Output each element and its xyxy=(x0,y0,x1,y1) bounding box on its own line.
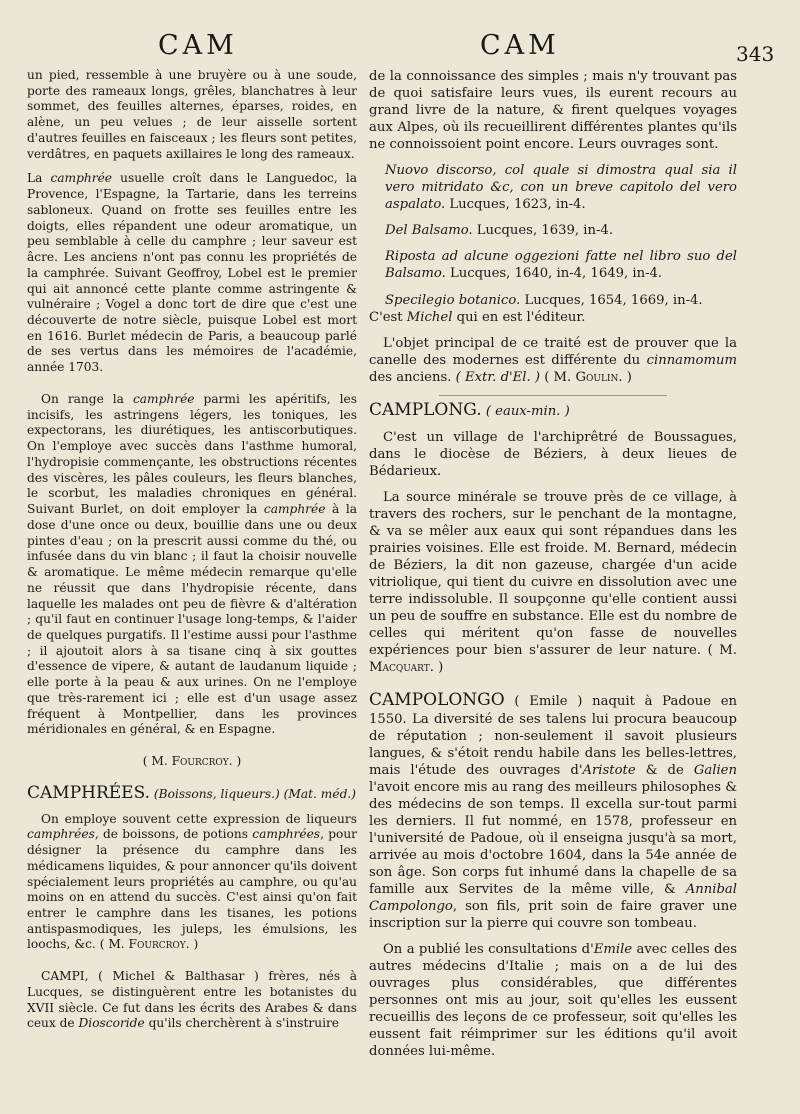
work-place-date: Lucques, 1623, in-4. xyxy=(449,197,586,213)
right-column xyxy=(369,68,737,1060)
work-title: Del Balsamo. xyxy=(385,223,473,239)
campi-term: Dioscoride xyxy=(78,1016,145,1031)
camplong-title: CAMPLONG. xyxy=(369,399,482,420)
treatise-term: cinnamomum xyxy=(646,352,737,368)
camplong-heading xyxy=(369,399,737,420)
camplong-text1: C'est un village de l'archiprêtré de Boussagues, dans le diocèse de Béziers, à deux lieues de Bédarieux. xyxy=(369,429,737,479)
uses-part1: parmi les apéritifs, les incisifs, les astringens légers, les toniques, les expectorans, les diurétiques, les antiscorbutiques. On l'employe avec succès dans l'asthme humoral, l'hydropisie commençante, les obstructions récentes des viscères, les pâles couleurs, les fleurs blanches, le scorbut, les maladies chroniques en général. Suivant Burlet, on doit employer la xyxy=(27,391,358,517)
camphrees-heading xyxy=(27,782,357,803)
campolongo-text-b: & de xyxy=(645,762,684,778)
campi-text-a: ( Michel & Balthasar ) frères, nés à Lucques, se distinguèrent entre les botanistes du XVII siècle. Ce fut dans les écrits des Arabes & dans ceux de xyxy=(27,969,358,1031)
work-entry xyxy=(369,162,737,213)
camphrees-signature: ( M. Fourcroy. ) xyxy=(99,937,199,952)
consult-term: Emile xyxy=(593,942,633,958)
campolongo-term1: Aristote xyxy=(582,762,636,778)
camphree-habitat xyxy=(27,171,357,376)
campolongo-title: CAMPOLONGO xyxy=(369,690,505,711)
campolongo-text-d: , son fils, prit soin de faire graver une inscription sur la pierre qui couvre son tombeau. xyxy=(369,899,737,932)
left-column xyxy=(27,68,357,1032)
work-entry xyxy=(369,222,737,239)
page-number: 343 xyxy=(736,42,775,66)
running-head-right: CAM xyxy=(480,30,560,61)
treatise-a: L'objet principal de ce traité est de prouver que la canelle des modernes est différente du xyxy=(369,335,737,368)
camphree-uses xyxy=(27,392,357,738)
section-divider xyxy=(439,395,667,396)
treatise-signature: ( M. Goulin. ) xyxy=(544,369,632,385)
editor-tail: qui en est l'éditeur. xyxy=(456,309,586,325)
campi-title: CAMPI, xyxy=(41,969,89,984)
work-place-date: Lucques, 1654, 1669, in-4. xyxy=(524,292,703,308)
camplong-signature: ( M. Macquart. ) xyxy=(369,643,737,676)
campi-entry xyxy=(27,969,357,1032)
treatise-ref: ( Extr. d'El. ) xyxy=(455,369,541,385)
uses-term: camphrée xyxy=(132,391,195,406)
camplong-subtitle: ( eaux-min. ) xyxy=(485,403,570,419)
camplong-text2 xyxy=(369,489,737,677)
camphrees-text-c: , pour désigner la présence du camphre dans les médicamens liquides, & pour annoncer qu'ils doivent spécialement leurs propriétés au camphre, ou qu'au moins on en attend du succès. C'est ainsi qu'on fait entrer le camphre dans les tisanes, les potions antispasmodiques, les juleps, les émulsions, les loochs, &c. xyxy=(27,827,358,952)
camphree-description: un pied, ressemble à une bruyère ou à une soude, porte des rameaux longs, grêles, blanchatres à leur sommet, des feuilles alternes, éparses, roides, en alène, un peu velues ; de leur aisselle sortent d'autres feuilles en faisceaux ; les fleurs sont petites, verdâtres, en paquets axillaires le long des rameaux. xyxy=(27,68,357,161)
work-place-date: Lucques, 1640, in-4, 1649, in-4. xyxy=(450,266,663,282)
consultations-note xyxy=(369,941,737,1060)
uses-lead: On range la xyxy=(41,391,124,406)
consult-b: avec celles des autres médecins d'Italie ; mais on a de lui des ouvrages plus considérables, que différentes personnes ont mis au jour, soit qu'elles les eussent recueillis des leçons de ce professeur, soit qu'elles les eussent fait réimprimer sur les éditions qu'il avoit données lui-même. xyxy=(369,942,737,1060)
campi-text-b: qu'ils cherchèrent à s'instruire xyxy=(148,1016,340,1031)
work-title: Specilegio botanico. xyxy=(385,292,521,308)
campolongo-term3: Annibal Campolongo xyxy=(369,881,737,915)
camphrees-subtitle: (Boissons, liqueurs.) xyxy=(153,786,280,801)
camphrees-term2: camphrées xyxy=(252,827,321,842)
work-entry xyxy=(369,248,737,282)
work-place-date: Lucques, 1639, in-4. xyxy=(476,223,614,239)
consult-a: On a publié les consultations d' xyxy=(383,942,594,958)
editor-lead: C'est xyxy=(369,309,403,325)
work-title: Nuovo discorso, col quale si dimostra qual sia il vero mitridato &c, con un breve capitolo del vero aspalato. xyxy=(385,163,737,213)
camphree-term: camphrée xyxy=(50,171,113,186)
camphrees-title: CAMPHRÉES. xyxy=(27,782,151,803)
habitat-lead: La xyxy=(27,171,43,186)
camplong-body: La source minérale se trouve près de ce village, à travers des rochers, sur le penchant de la montagne, & va se mêler aux eaux qui sont répandues dans les prairies voisines. Elle est froide. M. Bernard, médecin de Béziers, la dit non gazeuse, chargée d'un acide vitriolique, qui tient du cuivre en dissolution avec une terre indissoluble. Il soupçonne qu'elle contient aussi un peu de souffre en substance. Elle est du nombre de celles qui méritent qu'on fasse de nouvelles expériences pour bien s'assurer de leur nature. xyxy=(369,489,737,659)
work-entry xyxy=(369,292,737,309)
habitat-text: usuelle croît dans le Languedoc, la Provence, l'Espagne, la Tartarie, dans les terreins sabloneux. Quand on frotte ses feuilles entre les doigts, elles répandent une odeur aromatique, un peu semblable à celle du camphre ; leur saveur est âcre. Les anciens n'ont pas connu les propriétés de la camphrée. Suivant Geoffroy, Lobel est le premier qui ait annoncé cette plante comme astringente & vulnéraire ; Vogel a donc tort de dire que c'est une découverte de notre siècle, puisque Lobel est mort en 1616. Burlet médecin de Paris, a beaucoup parlé de ses vertus dans les mémoires de l'académie, année 1703. xyxy=(27,171,357,375)
campolongo-term2: Galien xyxy=(693,762,737,778)
camphrees-term1: camphrées xyxy=(27,827,95,842)
running-head-left: CAM xyxy=(158,30,238,61)
treatise-note xyxy=(369,335,737,386)
treatise-b: des anciens. xyxy=(369,369,452,385)
uses-term2: camphrée xyxy=(263,502,326,517)
campi-continued: de la connoissance des simples ; mais n'y trouvant pas de quoi satisfaire leurs vues, ils eurent recours au grand livre de la nature, & firent quelques voyages aux Alpes, où ils recueillirent différentes plantes qu'ils ne connoissoient point encore. Leurs ouvrages sont. xyxy=(369,69,737,153)
camphrees-entry xyxy=(27,812,357,954)
campolongo-entry xyxy=(369,692,737,932)
campolongo-text-c: l'avoit encore mis au rang des meilleurs philosophes & des médecins de son temps. Il excella sur-tout parmi les derniers. Il fut nommé, en 1578, professeur en l'université de Padoue, où il enseigna jusqu'à sa mort, arrivée au mois d'octobre 1604, dans la 54e année de son âge. Son corps fut inhumé dans la chapelle de sa famille aux Servites de la même ville, & xyxy=(369,779,737,897)
uses-part2: à la dose d'une once ou deux, bouillie dans une ou deux pintes d'eau ; on la prescrit aussi comme du thé, ou infusée dans du vin blanc ; il faut la choisir nouvelle & aromatique. Le même médecin remarque qu'elle ne réussit que dans l'hydropisie récente, dans laquelle les malades ont peu de fièvre & d'altération ; qu'il faut en continuer l'usage long-temps, & l'aider de quelques purgatifs. Il l'estime aussi pour l'asthme ; il ajoutoit alors à sa tisane cinq à six gouttes d'essence de vipere, & autant de laudanum liquide ; elle porte à la peau & aux urines. On ne l'employe que très-rarement ici ; elle est d'un usage assez fréquent à Montpellier, dans les provinces méridionales en général, & en Espagne. xyxy=(27,502,357,737)
signature-fourcroy: ( M. Fourcroy. ) xyxy=(142,754,242,769)
camphrees-text-a: On employe souvent cette expression de liqueurs xyxy=(41,811,357,826)
work-title: Riposta ad alcune oggezioni fatte nel libro suo del Balsamo. xyxy=(385,249,737,282)
camphrees-domain: (Mat. méd.) xyxy=(283,786,357,801)
editor-note xyxy=(369,309,737,326)
campolongo-text-a: ( Emile ) naquit à Padoue en 1550. La diversité de ses talens lui procura beaucoup de réputation ; non-seulement il savoit plusieurs langues, & s'étoit rendu habile dans les belles-lettres, mais l'étude des ouvrages d' xyxy=(369,694,737,778)
editor-name: Michel xyxy=(406,309,453,325)
camphrees-text-b: , de boissons, de potions xyxy=(94,827,248,842)
